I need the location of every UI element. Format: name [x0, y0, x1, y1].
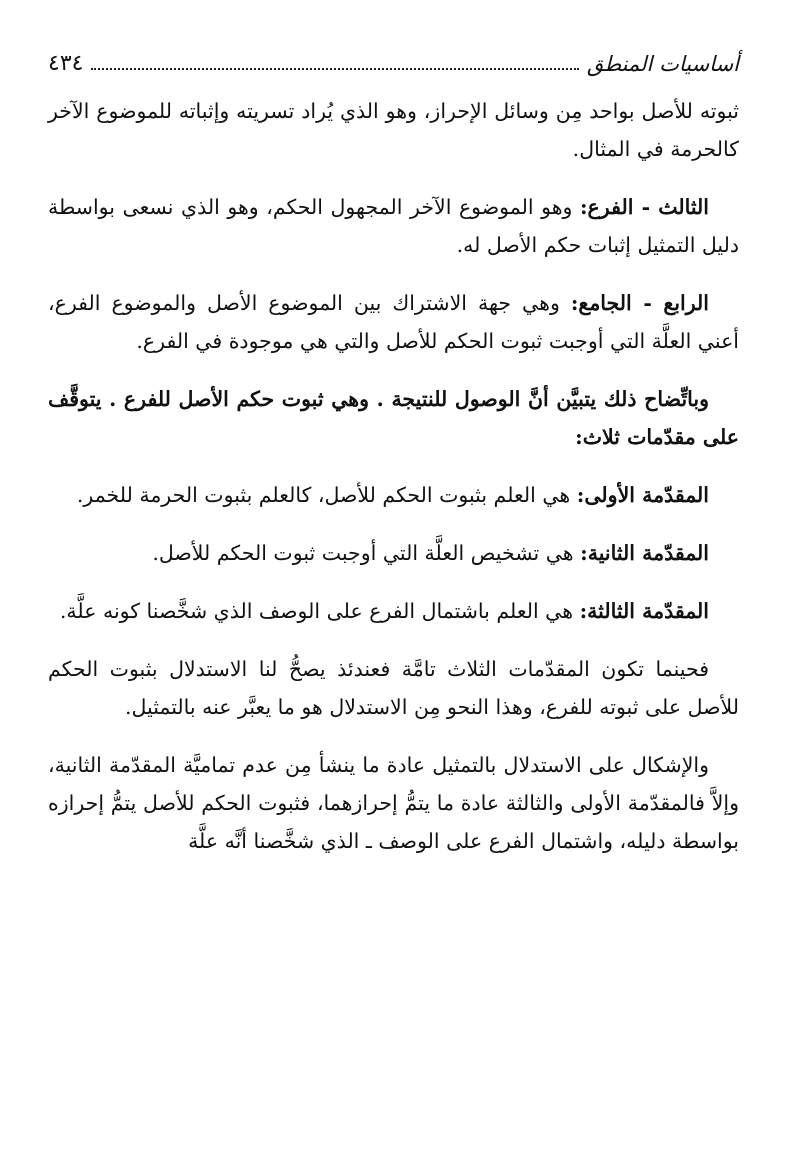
paragraph-third-branch [48, 188, 739, 264]
paragraph-fourth-common [48, 284, 739, 360]
book-page [48, 38, 739, 1123]
term-fourth-common: الرابع - الجامع: [570, 291, 710, 315]
term-premise-three: المقدّمة الثالثة: [579, 599, 709, 623]
term-premise-one: المقدّمة الأولى: [576, 483, 709, 507]
paragraph-text: وهي جهة الاشتراك بين الموضوع الأصل والموضوع الفرع، أعني العلَّة التي أوجبت ثبوت الحكم للأصل والتي هي موجودة في الفرع. [48, 291, 739, 353]
page-body [48, 92, 739, 860]
paragraph-premise-three [48, 592, 739, 630]
paragraph-text: والإشكال على الاستدلال بالتمثيل عادة ما ينشأ مِن عدم تماميَّة المقدّمة الثانية، وإلاَّ فالمقدّمة الأولى والثالثة عادة ما يتمُّ إحرازهما، فثبوت الحكم للأصل يتمُّ إحرازه بواسطة دليله، واشتمال الفرع على الوصف ـ الذي شخَّصنا أنَّه علَّة [48, 753, 739, 853]
paragraph-conclusion [48, 650, 739, 726]
paragraph-text: فحينما تكون المقدّمات الثلاث تامَّة فعندئذ يصحُّ لنا الاستدلال بثبوت الحكم للأصل على ثبوته للفرع، وهذا النحو مِن الاستدلال هو ما يعبَّر عنه بالتمثيل. [48, 657, 739, 719]
page-number: ٤٣٤ [48, 51, 84, 76]
paragraph-text: هي تشخيص العلَّة التي أوجبت ثبوت الحكم للأصل. [152, 541, 581, 565]
paragraph-continuation [48, 92, 739, 168]
paragraph-objection [48, 746, 739, 860]
paragraph-text: هي العلم بثبوت الحكم للأصل، كالعلم بثبوت الحرمة للخمر. [76, 483, 577, 507]
paragraph-clarification [48, 380, 739, 456]
paragraph-text: وباتِّضاح ذلك يتبيَّن أنَّ الوصول للنتيجة . وهي ثبوت حكم الأصل للفرع . يتوقَّف على مقدّمات ثلاث: [48, 387, 739, 449]
paragraph-text: هي العلم باشتمال الفرع على الوصف الذي شخَّصنا كونه علَّة. [59, 599, 580, 623]
page-header [48, 38, 739, 78]
header-dotted-rule [91, 68, 578, 70]
paragraph-text: ثبوته للأصل بواحد مِن وسائل الإحراز، وهو الذي يُراد تسريته وإثباته للموضوع الآخر كالحرمة في المثال. [48, 99, 739, 161]
term-third-branch: الثالث - الفرع: [579, 195, 709, 219]
paragraph-premise-two [48, 534, 739, 572]
paragraph-text: وهو الموضوع الآخر المجهول الحكم، وهو الذي نسعى بواسطة دليل التمثيل إثبات حكم الأصل له. [48, 195, 739, 257]
running-title: أساسيات المنطق [586, 52, 739, 76]
paragraph-premise-one [48, 476, 739, 514]
term-premise-two: المقدّمة الثانية: [580, 541, 709, 565]
